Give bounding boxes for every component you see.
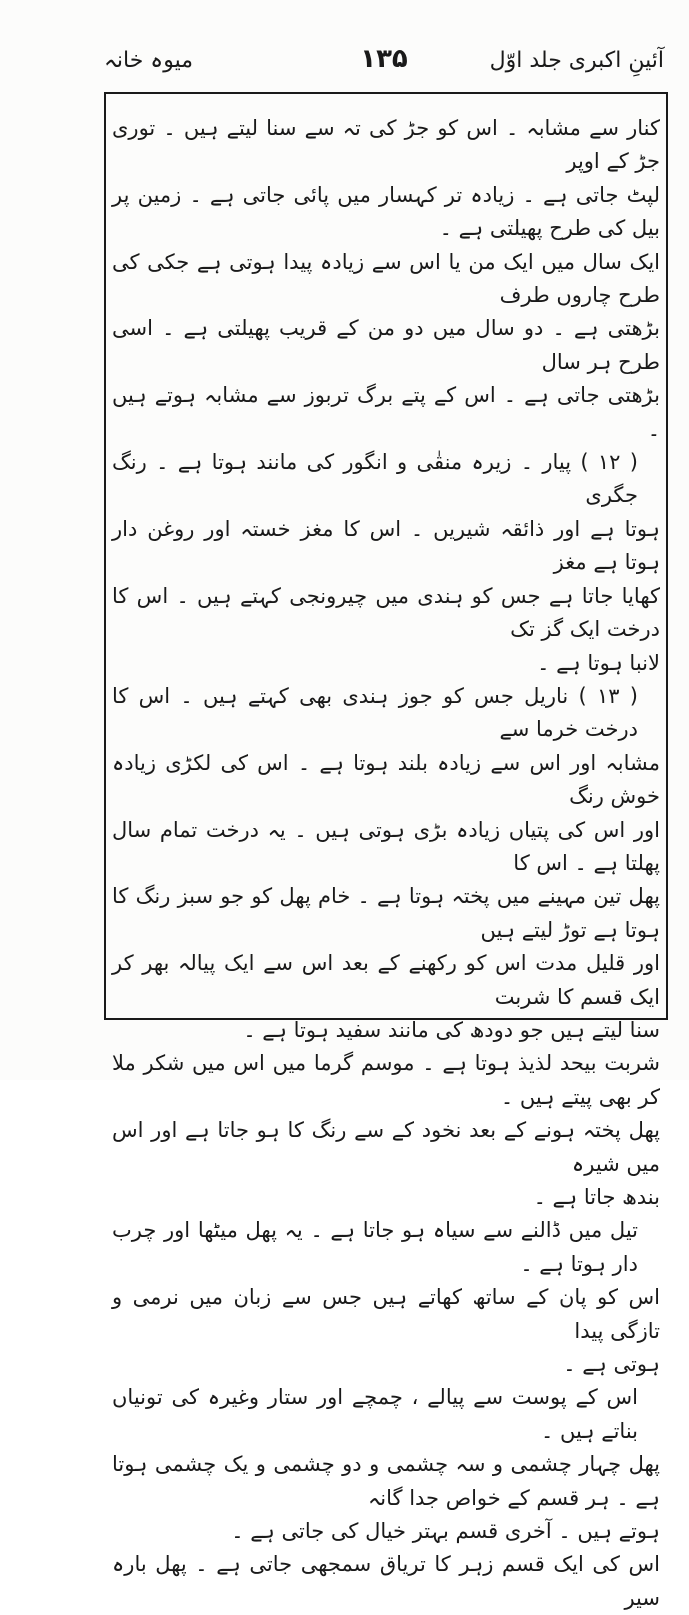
text-line: سنا لیتے ہیں جو دودھ کی مانند سفید ہوتا ہے ۔: [243, 1017, 660, 1042]
page-header: [104, 44, 664, 94]
text-line: ( ۱۳ ) ناریل جس کو جوز ہندی بھی کہتے ہیں ۔ اس کا درخت خرما سے: [112, 683, 638, 742]
text-line: پھل چہار چشمی و سہ چشمی و دو چشمی و یک چشمی ہوتا ہے ۔ ہر قسم کے خواص جدا گانہ: [112, 1452, 660, 1510]
text-line: ایک سال میں ایک من یا اس سے زیادہ پیدا ہوتی ہے جکی کی طرح چاروں طرف: [112, 249, 660, 308]
text-line: لانبا ہوتا ہے ۔: [537, 650, 660, 675]
text-line: پھل تین مہینے میں پختہ ہوتا ہے ۔ خام پھل کو جو سبز رنگ کا ہوتا ہے توڑ لیتے ہیں: [112, 884, 660, 942]
text-line: اور قلیل مدت اس کو رکھنے کے بعد اس سے ایک پیالہ بھر کر ایک قسم کا شربت: [112, 951, 660, 1009]
book-title: آئینِ اکبری جلد اوّل: [489, 48, 664, 73]
text-line: پھل پختہ ہونے کے بعد نخود کے سے رنگ کا ہو جاتا ہے اور اس میں شیرہ: [112, 1118, 660, 1176]
text-line: کھایا جاتا ہے جس کو ہندی میں چیرونجی کہتے ہیں ۔ اس کا درخت ایک گز تک: [112, 583, 660, 642]
text-line: مشابہ اور اس سے زیادہ بلند ہوتا ہے ۔ اس کی لکڑی زیادہ خوش رنگ: [112, 750, 660, 809]
text-line: بندھ جاتا ہے ۔: [533, 1185, 660, 1209]
text-line: اس کی ایک قسم زہر کا تریاق سمجھی جاتی ہے ۔ پھل بارہ سیر: [112, 1552, 660, 1610]
text-line: اس کو پان کے ساتھ کھاتے ہیں جس سے زبان میں نرمی و تازگی پیدا: [112, 1285, 660, 1343]
text-line: ہوتا ہے اور ذائقہ شیریں ۔ اس کا مغز خستہ اور روغن دار ہوتا ہے مغز: [112, 516, 660, 575]
text-line: شربت بیحد لذیذ ہوتا ہے ۔ موسم گرما میں اس میں شکر ملا کر بھی پیتے ہیں ۔: [112, 1051, 660, 1109]
text-line: ہوتے ہیں ۔ آخری قسم بہتر خیال کی جاتی ہے ۔: [231, 1519, 660, 1544]
page-number: ۱۳۵: [360, 44, 408, 74]
urdu-body-text: [112, 112, 660, 1610]
text-line: اور اس کی پتیاں زیادہ بڑی ہوتی ہیں ۔ یہ درخت تمام سال پھلتا ہے ۔ اس کا: [112, 817, 660, 875]
text-line: بڑھتی ہے ۔ دو سال میں دو من کے قریب پھیلتی ہے ۔ اسی طرح ہر سال: [112, 316, 660, 374]
text-line: اس کے پوست سے پیالے ، چمچے اور ستار وغیرہ کی تونیاں بناتے ہیں ۔: [112, 1385, 638, 1443]
chapter-title: میوہ خانہ: [104, 48, 193, 73]
text-line: ہوتی ہے ۔: [563, 1352, 660, 1377]
text-line: لپٹ جاتی ہے ۔ زیادہ تر کہسار میں پائی جاتی ہے ۔ زمین پر بیل کی طرح پھیلتی ہے ۔: [112, 182, 660, 241]
text-line: بڑھتی جاتی ہے ۔ اس کے پتے برگ تربوز سے مشابہ ہوتے ہیں ۔: [112, 383, 660, 441]
text-line: کنار سے مشابہ ۔ اس کو جڑ کی تہ سے سنا لیتے ہیں ۔ توری جڑ کے اوپر: [112, 116, 660, 174]
text-line: تیل میں ڈالنے سے سیاہ ہو جاتا ہے ۔ یہ پھل میٹھا اور چرب دار ہوتا ہے ۔: [112, 1218, 638, 1276]
text-line: ( ۱۲ ) پیار ۔ زیرہ منقٰی و انگور کی مانند ہوتا ہے ۔ رنگ جگری: [112, 450, 638, 508]
